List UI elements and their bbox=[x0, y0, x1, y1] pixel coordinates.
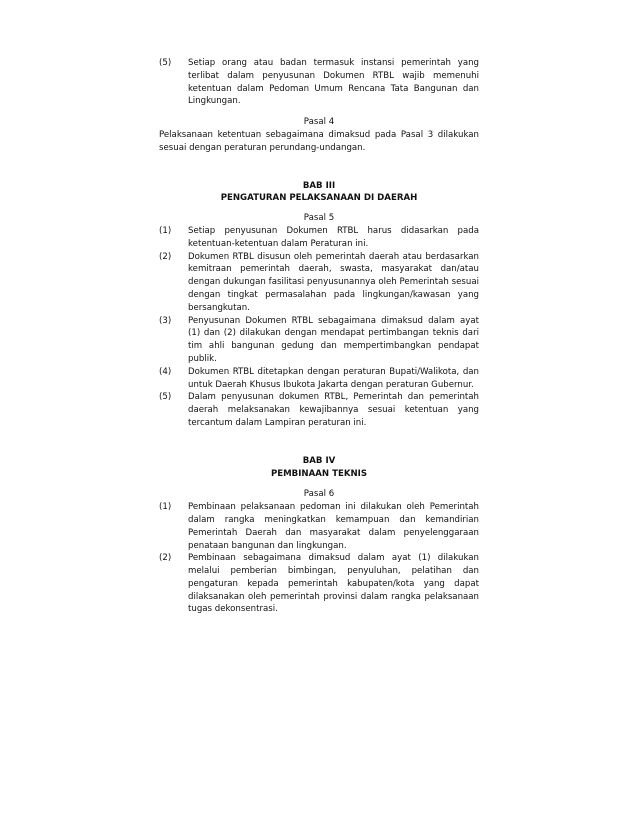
clause-text: Penyusunan Dokumen RTBL sebagaimana dimaksud dalam ayat (1) dan (2) dilakukan dengan mendapat pertimbangan teknis dari tim ahli bangunan gedung dan mempertimbangkan pendapat publik. bbox=[188, 315, 479, 364]
clause-item bbox=[159, 366, 479, 392]
clause-text: Pembinaan sebagaimana dimaksud dalam ayat (1) dilakukan melalui pemberian bimbingan, penyuluhan, pelatihan dan pengaturan kepada pemerintah kabupaten/kota yang dapat dilaksanakan oleh pemerintah provinsi dalam rangka pelaksanaan tugas dekonsentrasi. bbox=[188, 553, 479, 615]
clause-number: (2) bbox=[159, 553, 172, 564]
clause-number: (3) bbox=[159, 315, 172, 326]
clause-item bbox=[159, 391, 479, 429]
clause-text: Dokumen RTBL disusun oleh pemerintah daerah atau berdasarkan kemitraan pemerintah daerah, swasta, masyarakat dan/atau dengan dukungan fasilitasi penyusunannya oleh Pemerintah sesuai dengan tingkat permasalahan pada lingkungan/kawasan yang bersangkutan. bbox=[188, 251, 479, 313]
clause-number: (4) bbox=[159, 366, 172, 377]
clause-text: Pembinaan pelaksanaan pedoman ini dilakukan oleh Pemerintah dalam rangka meningkatkan kemampuan dan kemandirian Pemerintah Daerah dan masyarakat dalam penyelenggaraan penataan bangunan dan lingkungan. bbox=[188, 502, 479, 551]
clause-item bbox=[159, 225, 479, 251]
pasal-4-text: Pelaksanaan ketentuan sebagaimana dimaksud pada Pasal 3 dilakukan sesuai dengan peraturan perundang-undangan. bbox=[159, 129, 479, 153]
clause-text: Setiap orang atau badan termasuk instansi pemerintah yang terlibat dalam penyusunan Dokumen RTBL wajib memenuhi ketentuan dalam Pedoman Umum Rencana Tata Bangunan dan Lingkungan. bbox=[188, 58, 479, 107]
clause-number: (1) bbox=[159, 225, 172, 236]
pasal-4-heading: Pasal 4 bbox=[303, 117, 335, 128]
document-page bbox=[159, 57, 479, 616]
bab-3-heading: BAB III bbox=[302, 180, 336, 191]
clause-text: Setiap penyusunan Dokumen RTBL harus didasarkan pada ketentuan-ketentuan dalam Peraturan ini. bbox=[188, 225, 479, 249]
pasal-6-heading: Pasal 6 bbox=[303, 489, 335, 500]
bab-4-heading: BAB IV bbox=[302, 455, 336, 466]
clause-number: (5) bbox=[159, 58, 172, 68]
clause-item bbox=[159, 251, 479, 315]
pasal-5-heading: Pasal 5 bbox=[303, 213, 335, 224]
clause-number: (1) bbox=[159, 502, 172, 513]
clause-item bbox=[159, 552, 479, 616]
clause-item bbox=[159, 57, 479, 108]
clause-text: Dalam penyusunan dokumen RTBL, Pemerintah dan pemerintah daerah melaksanakan kewajibannya sesuai ketentuan yang tercantum dalam Lampiran peraturan ini. bbox=[188, 392, 479, 428]
clause-text: Dokumen RTBL ditetapkan dengan peraturan Bupati/Walikota, dan untuk Daerah Khusus Ibukota Jakarta dengan peraturan Gubernur. bbox=[188, 366, 479, 390]
clause-number: (2) bbox=[159, 251, 172, 262]
bab-3-title: PENGATURAN PELAKSANAAN DI DAERAH bbox=[220, 193, 418, 204]
clause-item bbox=[159, 315, 479, 366]
clause-number: (5) bbox=[159, 392, 172, 403]
clause-item bbox=[159, 501, 479, 552]
bab-4-title: PEMBINAAN TEKNIS bbox=[270, 468, 368, 479]
